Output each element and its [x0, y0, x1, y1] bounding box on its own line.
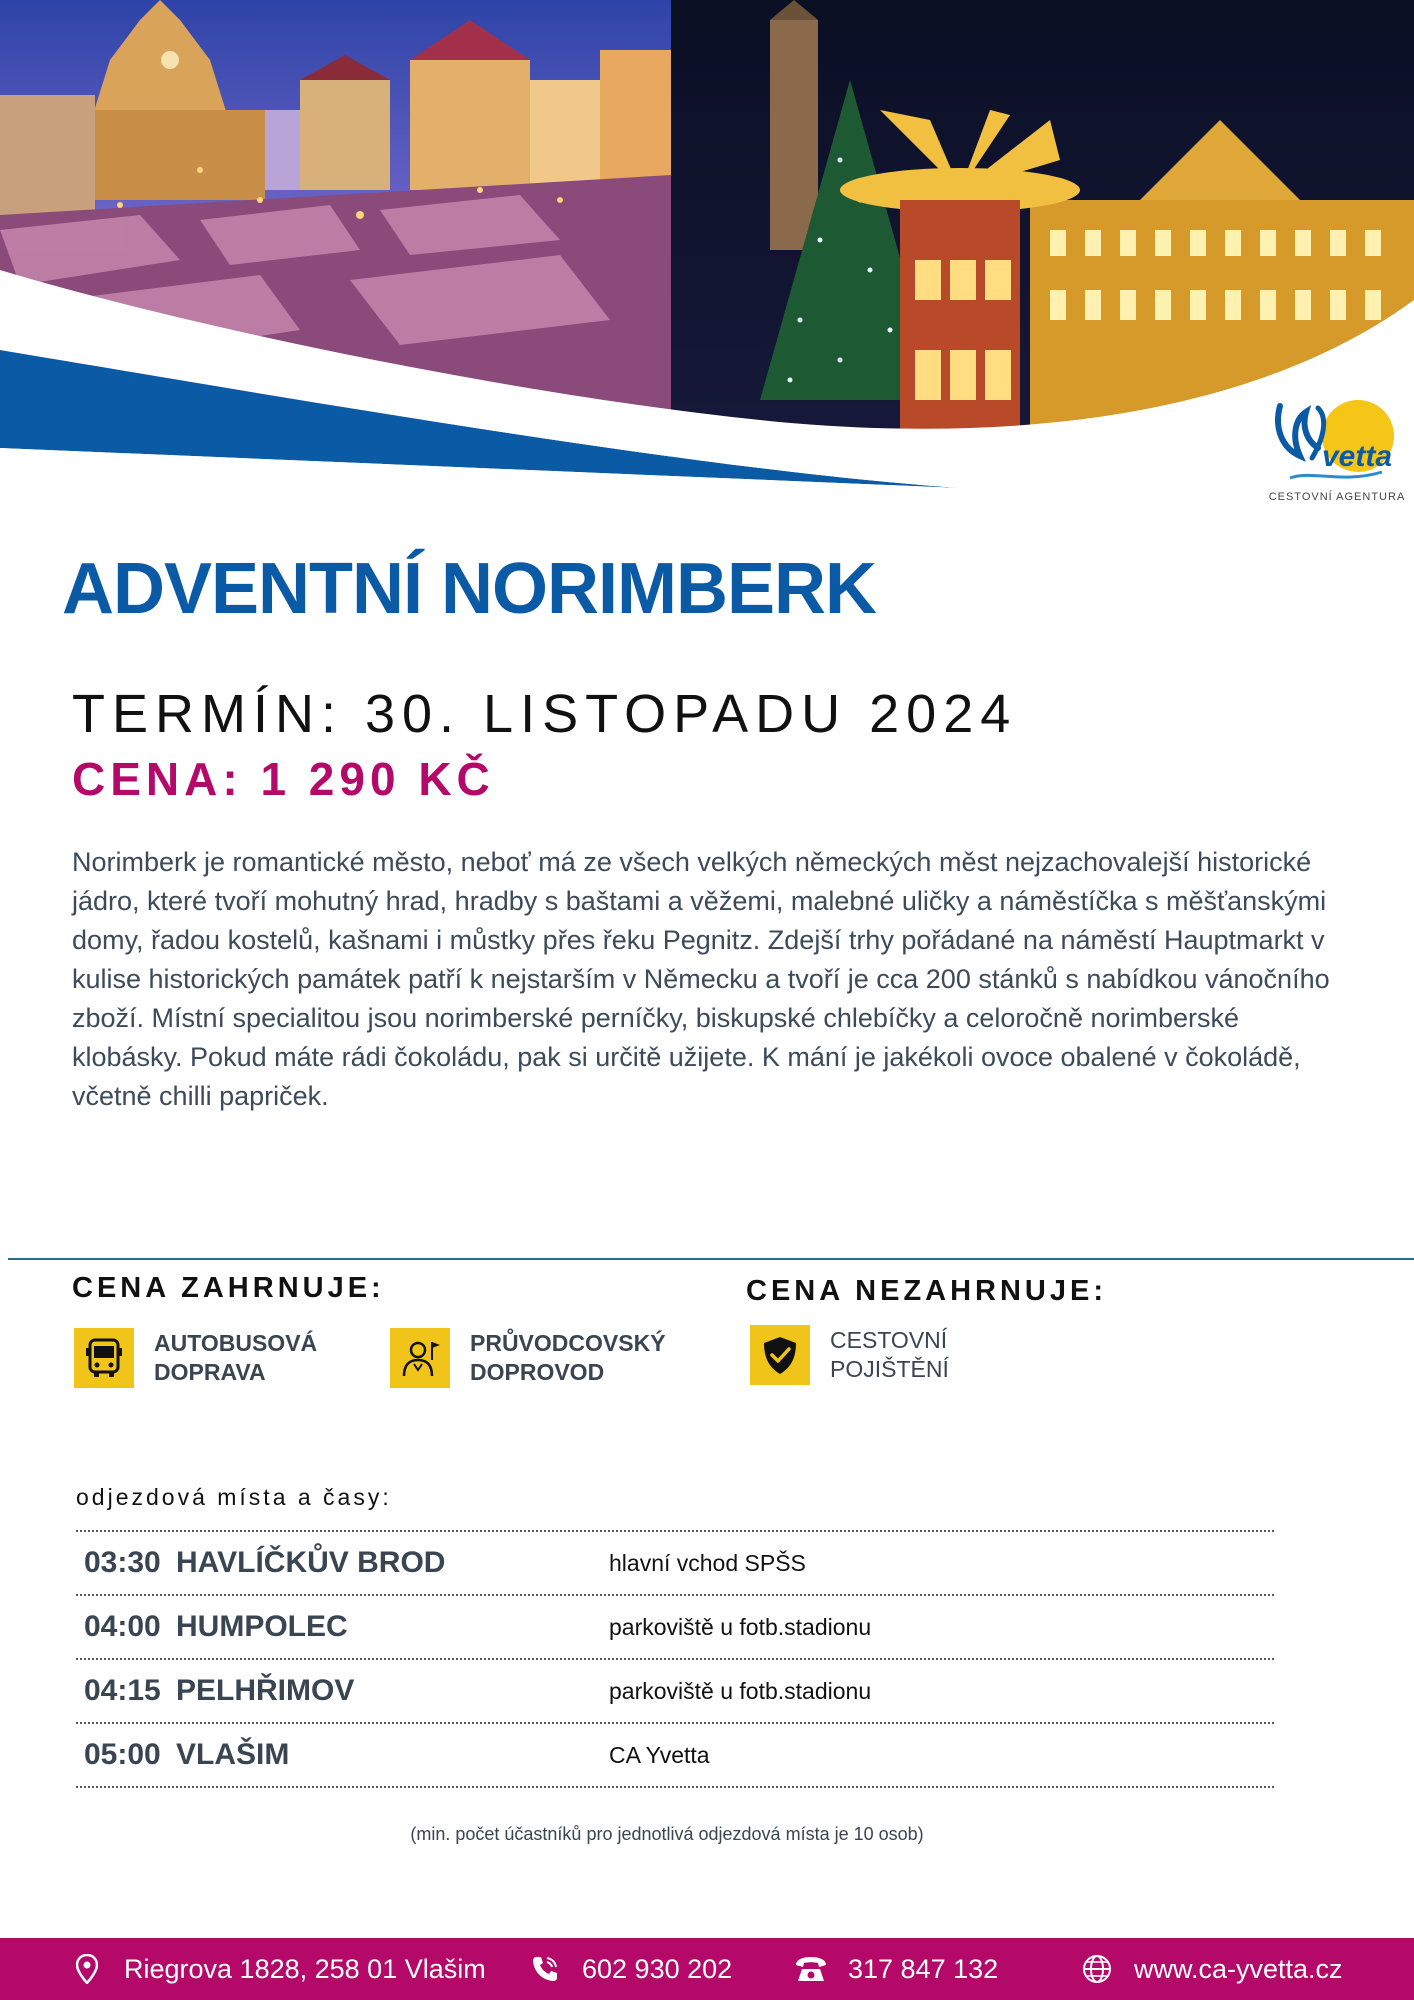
contact-footer	[0, 1938, 1414, 2000]
trip-price: CENA: 1 290 KČ	[72, 753, 495, 805]
feature-insurance-line1: CESTOVNÍ	[830, 1327, 948, 1353]
footer-landline[interactable]	[794, 1938, 998, 2000]
tour-guide-icon	[390, 1328, 450, 1388]
svg-text:vetta: vetta	[1322, 440, 1393, 473]
footer-address	[70, 1938, 486, 2000]
page-title: ADVENTNÍ NORIMBERK	[62, 549, 877, 629]
excludes-title: CENA NEZAHRNUJE:	[746, 1275, 1107, 1307]
departure-time: 03:30	[84, 1546, 161, 1579]
footer-mobile-text[interactable]: 602 930 202	[582, 1953, 733, 1984]
footer-mobile[interactable]	[528, 1938, 732, 2000]
footer-web[interactable]	[1080, 1938, 1343, 2000]
footer-landline-text[interactable]: 317 847 132	[848, 1953, 999, 1984]
departure-city: PELHŘIMOV	[176, 1674, 355, 1707]
table-row	[76, 1596, 1274, 1660]
telephone-icon	[794, 1952, 828, 1986]
feature-insurance	[750, 1325, 1050, 1385]
departure-place: hlavní vchod SPŠS	[609, 1550, 806, 1576]
feature-bus	[74, 1328, 364, 1388]
feature-guide-line1: PRŮVODCOVSKÝ	[470, 1330, 666, 1356]
departure-time: 05:00	[84, 1738, 161, 1771]
section-divider	[8, 1258, 1414, 1260]
globe-icon	[1080, 1952, 1114, 1986]
feature-insurance-line2: POJIŠTĚNÍ	[830, 1356, 949, 1382]
hero-banner	[0, 0, 1414, 500]
feature-guide	[390, 1328, 690, 1388]
table-row	[76, 1532, 1274, 1596]
trip-date: TERMÍN: 30. LISTOPADU 2024	[72, 684, 1018, 744]
table-row	[76, 1660, 1274, 1724]
trip-description: Norimberk je romantické město, neboť má ze všech velkých německých měst nejzachovalejší historické jádro, které tvoří mohutný hrad, hradby s baštami a věžemi, malebné uličky a náměstíčka s měšťanskými domy, řadou kostelů, kašnami i můstky přes řeku Pegnitz. Zdejší trhy pořádané na náměstí Hauptmarkt v kulise historických památek patří k nejstarším v Německu a tvoří je cca 200 stánků s nabídkou vánočního zboží. Místní specialitou jsou norimberské perníčky, biskupské chlebíčky a celoročně norimberské klobásky. Pokud máte rádi čokoládu, pak si určitě užijete. K mání je jakékoli ovoce obalené v čokoládě, včetně chilli papriček.	[72, 847, 1330, 1111]
bus-icon	[74, 1328, 134, 1388]
departures-label: odjezdová místa a časy:	[76, 1484, 392, 1510]
departure-city: HUMPOLEC	[176, 1610, 348, 1643]
logo-caption: CESTOVNÍ AGENTURA	[1268, 491, 1406, 503]
departure-place: CA Yvetta	[609, 1742, 710, 1768]
feature-bus-line1: AUTOBUSOVÁ	[154, 1330, 318, 1356]
footer-address-text: Riegrova 1828, 258 01 Vlašim	[124, 1953, 486, 1984]
departures-table	[76, 1530, 1274, 1788]
departures-note: (min. počet účastníků pro jednotlivá odjezdová místa je 10 osob)	[410, 1824, 924, 1844]
departure-time: 04:15	[84, 1674, 161, 1707]
departure-time: 04:00	[84, 1610, 161, 1643]
feature-bus-line2: DOPRAVA	[154, 1359, 266, 1385]
table-row	[76, 1724, 1274, 1788]
departure-place: parkoviště u fotb.stadionu	[609, 1678, 872, 1704]
departure-place: parkoviště u fotb.stadionu	[609, 1614, 872, 1640]
footer-web-link[interactable]: www.ca-yvetta.cz	[1134, 1953, 1343, 1984]
phone-call-icon	[528, 1952, 562, 1986]
departure-city: VLAŠIM	[176, 1738, 290, 1771]
departure-city: HAVLÍČKŮV BROD	[176, 1546, 446, 1579]
location-pin-icon	[70, 1952, 104, 1986]
includes-title: CENA ZAHRNUJE:	[72, 1272, 385, 1304]
feature-guide-line2: DOPROVOD	[470, 1359, 605, 1385]
shield-check-icon	[750, 1325, 810, 1385]
